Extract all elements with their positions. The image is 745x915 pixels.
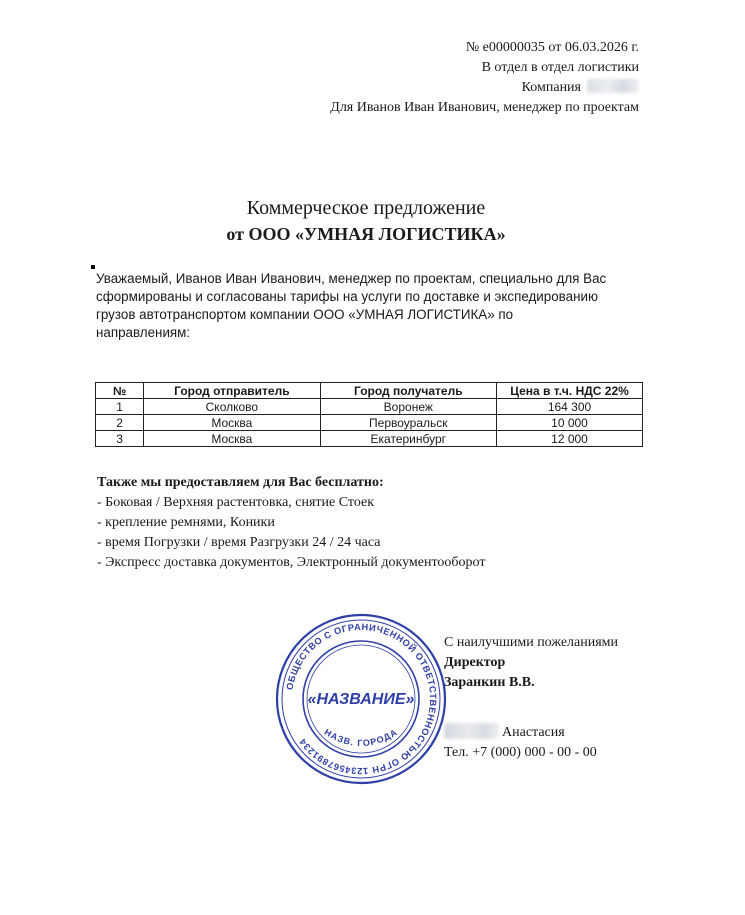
- intro-paragraph: [96, 270, 616, 342]
- signature-gap: [444, 693, 618, 723]
- intro-line: направлениям:: [96, 325, 191, 340]
- free-service-item: - время Погрузки / время Разгрузки 24 / 24 часа: [97, 535, 381, 550]
- title-main: Коммерческое предложение: [246, 197, 486, 219]
- cell-destination: Первоуральск: [320, 415, 496, 431]
- price-table: [95, 382, 643, 447]
- cell-price: 10 000: [497, 415, 643, 431]
- letter-header: [330, 38, 639, 118]
- redacted-company: [587, 79, 639, 93]
- free-services-heading: Также мы предоставляем для Вас бесплатно:: [97, 475, 384, 490]
- contact-line: [444, 723, 618, 743]
- stamp-bottom-text: НАЗВ. ГОРОДА: [322, 726, 400, 749]
- table-header-row: [96, 383, 643, 399]
- free-service-item: - крепление ремнями, Коники: [97, 515, 275, 530]
- offer-title: [0, 195, 732, 247]
- cell-origin: Москва: [144, 431, 320, 447]
- closing-line: С наилучшими пожеланиями: [444, 635, 619, 650]
- intro-line: сформированы и согласованы тарифы на услуги по доставке и экспедированию: [96, 289, 598, 304]
- cell-origin: Москва: [144, 415, 320, 431]
- col-destination-city: Город получатель: [320, 383, 496, 399]
- company-stamp: [273, 611, 449, 787]
- stamp-ring-text: ОБЩЕСТВО С ОГРАНИЧЕННОЙ ОТВЕТСТВЕННОСТЬЮ ОГРН 1234567891234: [284, 621, 439, 777]
- cell-destination: Воронеж: [320, 399, 496, 415]
- cell-number: 2: [96, 415, 144, 431]
- title-sub: от ООО «УМНАЯ ЛОГИСТИКА»: [226, 224, 506, 244]
- document-number: № е00000035 от 06.03.2026 г.: [465, 40, 639, 55]
- contact-name: Анастасия: [502, 725, 565, 740]
- col-price: Цена в т.ч. НДС 22%: [497, 383, 643, 399]
- cell-number: 1: [96, 399, 144, 415]
- stamp-center-text: «НАЗВАНИЕ»: [307, 691, 415, 708]
- company-label: Компания: [521, 80, 581, 95]
- signer-position: Директор: [444, 655, 506, 670]
- intro-line: грузов автотранспортом компании ООО «УМНАЯ ЛОГИСТИКА» по: [96, 307, 514, 322]
- col-origin-city: Город отправитель: [144, 383, 320, 399]
- contact-phone: Тел. +7 (000) 000 - 00 - 00: [444, 745, 597, 760]
- cell-number: 3: [96, 431, 144, 447]
- free-service-item: - Боковая / Верхняя растентовка, снятие Стоек: [97, 495, 375, 510]
- intro-line: Уважаемый, Иванов Иван Иванович, менеджер по проектам, специально для Вас: [96, 271, 607, 286]
- cell-origin: Сколково: [144, 399, 320, 415]
- cell-price: 12 000: [497, 431, 643, 447]
- table-row: [96, 399, 643, 415]
- signature-block: [444, 633, 618, 763]
- paragraph-marker: [91, 265, 95, 269]
- table-row: [96, 415, 643, 431]
- free-services: [97, 473, 485, 573]
- free-service-item: - Экспресс доставка документов, Электронный документооборот: [97, 555, 486, 570]
- recipient-line: Для Иванов Иван Иванович, менеджер по проектам: [330, 100, 639, 115]
- col-number: №: [96, 383, 144, 399]
- signer-name: Заранкин В.В.: [444, 675, 535, 690]
- department-line: В отдел в отдел логистики: [481, 60, 639, 75]
- table-row: [96, 431, 643, 447]
- redacted-surname: [444, 723, 499, 739]
- cell-price: 164 300: [497, 399, 643, 415]
- company-line: [330, 78, 639, 98]
- cell-destination: Екатеринбург: [320, 431, 496, 447]
